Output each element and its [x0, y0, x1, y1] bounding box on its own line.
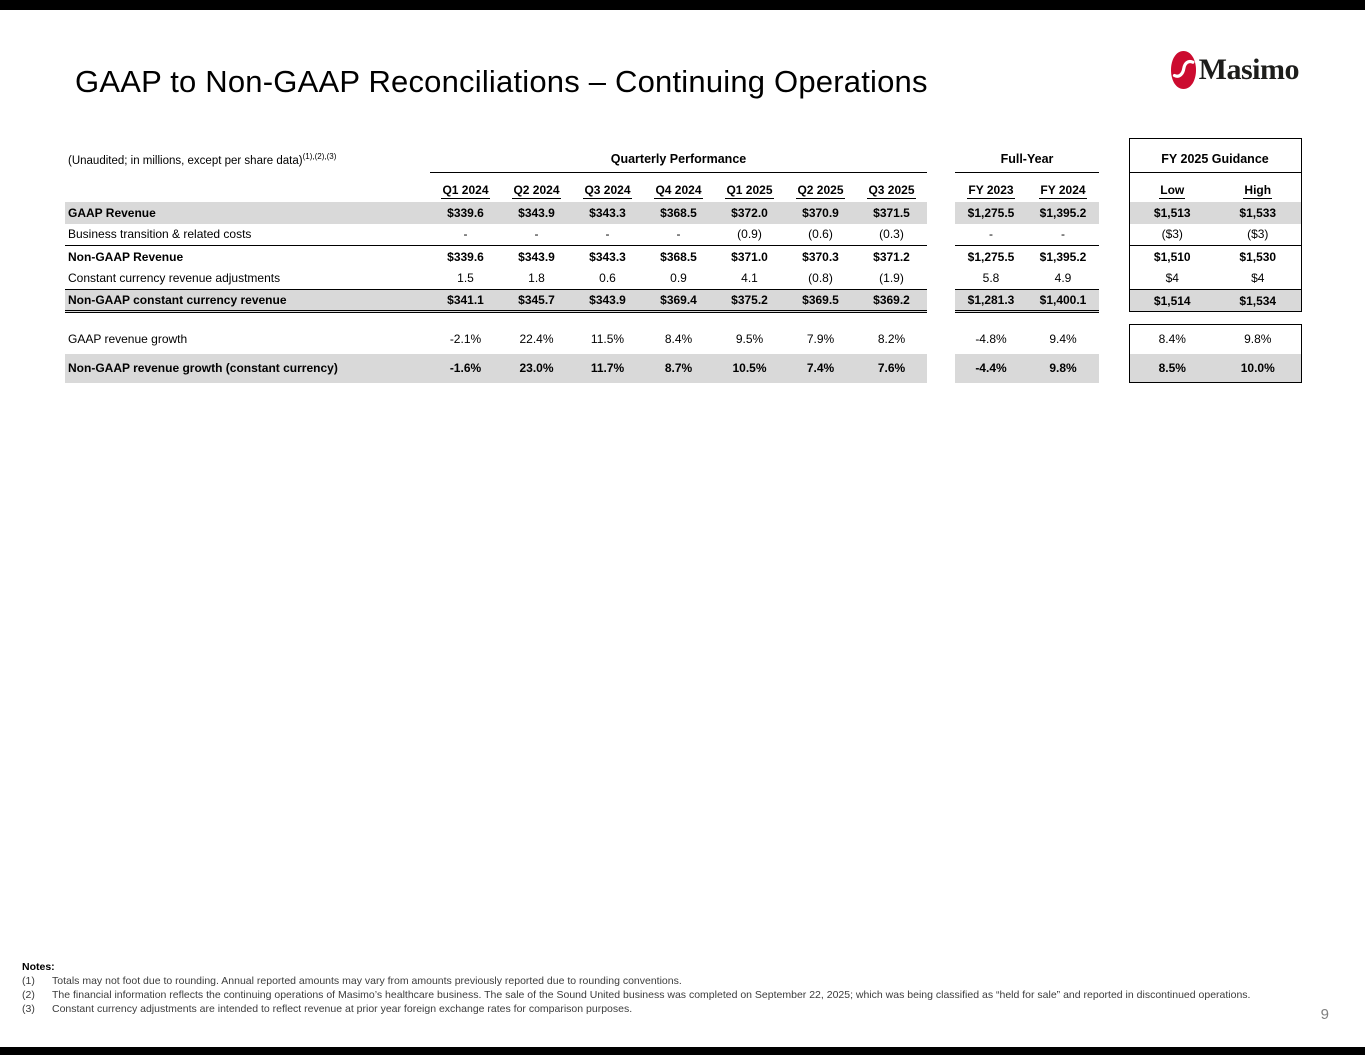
table-cell: $371.2: [873, 249, 910, 264]
table-cell: $368.5: [643, 202, 714, 224]
table-cell: -: [430, 224, 501, 246]
unaudited-note: [65, 139, 430, 173]
spacer: [927, 354, 955, 383]
row-label: GAAP revenue growth: [68, 332, 188, 346]
column-header-label: Q4 2024: [655, 182, 702, 197]
spacer-row: [65, 312, 1301, 325]
table-cell: -: [955, 224, 1027, 246]
table-cell: 10.0%: [1215, 354, 1301, 383]
column-header-label: FY 2023: [968, 182, 1014, 197]
table-cell: 7.9%: [806, 332, 835, 346]
table-cell: 4.1: [714, 268, 785, 290]
column-header: [785, 173, 856, 202]
table-cell: $371.5: [856, 202, 927, 224]
table-cell: 11.7%: [572, 354, 643, 383]
table-cell: 8.4%: [664, 332, 693, 346]
spacer: [927, 202, 955, 224]
table-cell: 8.5%: [1129, 354, 1215, 383]
table-cell: 10.5%: [714, 354, 785, 383]
spacer: [927, 268, 955, 290]
table-cell: -4.8%: [975, 332, 1007, 346]
column-header-label: FY 2024: [1040, 182, 1086, 197]
page-title: GAAP to Non-GAAP Reconciliations – Continuing Operations: [75, 64, 928, 99]
spacer: [1099, 325, 1129, 354]
column-header: [955, 173, 1027, 202]
bottom-border-bar: [0, 1047, 1365, 1055]
table-cell: $372.0: [714, 202, 785, 224]
table-cell: 23.0%: [501, 354, 572, 383]
top-border-bar: [0, 0, 1365, 10]
table-cell: $1,530: [1215, 246, 1301, 268]
table-cell: -: [572, 224, 643, 246]
table-cell: 4.9: [1027, 268, 1099, 290]
footnote: [22, 1002, 1328, 1016]
table-cell: -: [1027, 224, 1099, 246]
spacer: [927, 325, 955, 354]
table-cell: $1,510: [1129, 246, 1215, 268]
spacer: [1099, 268, 1129, 290]
table-row: [65, 246, 1301, 268]
footnotes-title: Notes:: [22, 961, 55, 973]
table-cell: 9.5%: [735, 332, 764, 346]
table-cell: $1,275.5: [967, 249, 1015, 264]
footnote: [22, 988, 1328, 1002]
table-cell: $371.0: [731, 249, 768, 264]
spacer: [927, 224, 955, 246]
table-cell: $368.5: [660, 249, 697, 264]
table-cell: 9.8%: [1027, 354, 1099, 383]
column-header-label: Q3 2025: [868, 182, 915, 197]
empty-cell: [65, 173, 430, 202]
footnote-number: (2): [22, 989, 35, 1001]
row-label: Non-GAAP constant currency revenue: [65, 290, 430, 312]
table-cell: $375.2: [714, 290, 785, 312]
table-cell: $1,275.5: [955, 202, 1027, 224]
column-header: [1129, 173, 1215, 202]
spacer: [927, 173, 955, 202]
group-header-quarterly: Quarterly Performance: [430, 139, 927, 173]
spacer: [1099, 290, 1129, 312]
table-row: [65, 202, 1301, 224]
page-number: 9: [1320, 1006, 1329, 1023]
table-cell: 22.4%: [519, 332, 554, 346]
spacer: [1099, 202, 1129, 224]
unaudited-note-text: (Unaudited; in millions, except per share data): [68, 154, 303, 167]
spacer: [1099, 224, 1129, 246]
spacer: [1099, 139, 1129, 173]
table-cell: -4.4%: [955, 354, 1027, 383]
table-cell: $343.9: [572, 290, 643, 312]
table-cell: $1,395.2: [1027, 202, 1099, 224]
table-cell: $1,534: [1215, 290, 1301, 312]
footnote-text: Constant currency adjustments are intended to reflect revenue at prior year foreign exchange rates for comparison purposes.: [52, 1003, 633, 1015]
table-cell: 0.6: [572, 268, 643, 290]
footnote-text: The financial information reflects the continuing operations of Masimo’s healthcare business. The sale of the Sound United business was completed on September 22, 2025; which was being classified as “held for sale” and reported in discontinued operations.: [52, 989, 1251, 1001]
column-header: [856, 173, 927, 202]
table-cell: 5.8: [955, 268, 1027, 290]
table-cell: $1,533: [1215, 202, 1301, 224]
table-row: [65, 325, 1301, 354]
table-cell: 0.9: [643, 268, 714, 290]
table-cell: $1,395.2: [1039, 249, 1087, 264]
table-cell: 8.2%: [877, 332, 906, 346]
spacer: [927, 139, 955, 173]
footnote-text: Totals may not foot due to rounding. Annual reported amounts may vary from amounts previously reported due to rounding conventions.: [52, 975, 682, 987]
table-cell: $1,281.3: [955, 290, 1027, 312]
table-cell: $339.6: [447, 249, 484, 264]
table-cell: -: [501, 224, 572, 246]
column-header-label: Q1 2024: [442, 182, 489, 197]
column-header: [501, 173, 572, 202]
row-label: Business transition & related costs: [65, 224, 430, 246]
table-cell: $341.1: [430, 290, 501, 312]
column-header-label: Q3 2024: [584, 182, 631, 197]
row-label: Non-GAAP Revenue: [68, 249, 184, 264]
table-cell: 7.4%: [785, 354, 856, 383]
table-cell: 8.7%: [643, 354, 714, 383]
spacer: [927, 290, 955, 312]
footnote-number: (3): [22, 1003, 35, 1015]
column-header: [714, 173, 785, 202]
table-cell: (1.9): [856, 268, 927, 290]
column-header-row: [65, 173, 1301, 202]
table-cell: $369.5: [785, 290, 856, 312]
column-header: [572, 173, 643, 202]
spacer: [1099, 246, 1129, 268]
masimo-logo: [1170, 50, 1299, 90]
column-header-label: High: [1244, 182, 1272, 197]
table-cell: $4: [1129, 268, 1215, 290]
footnotes: [22, 960, 1328, 1016]
row-label: GAAP Revenue: [65, 202, 430, 224]
table-cell: (0.9): [714, 224, 785, 246]
table-cell: ($3): [1215, 224, 1301, 246]
column-header: [430, 173, 501, 202]
table-cell: ($3): [1129, 224, 1215, 246]
table-cell: $339.6: [430, 202, 501, 224]
column-header: [1215, 173, 1301, 202]
note-references: (1),(2),(3): [302, 151, 337, 161]
spacer: [1099, 354, 1129, 383]
column-header-label: Q1 2025: [726, 182, 773, 197]
table-cell: $370.9: [785, 202, 856, 224]
table-cell: $370.3: [802, 249, 839, 264]
column-header: [1027, 173, 1099, 202]
spacer: [1099, 173, 1129, 202]
table-row: [65, 268, 1301, 290]
table-cell: -: [643, 224, 714, 246]
column-header: [643, 173, 714, 202]
row-label: Non-GAAP revenue growth (constant currency): [65, 354, 430, 383]
table-cell: $343.3: [572, 202, 643, 224]
table-cell: -2.1%: [449, 332, 482, 346]
spacer: [927, 246, 955, 268]
group-header-full-year: Full-Year: [955, 139, 1099, 173]
group-header-row: [65, 139, 1301, 173]
table-cell: 1.8: [501, 268, 572, 290]
footnote-number: (1): [22, 975, 35, 987]
column-header-label: Q2 2024: [513, 182, 560, 197]
masimo-logo-icon: [1170, 50, 1197, 90]
table-cell: (0.8): [785, 268, 856, 290]
table-cell: $343.3: [589, 249, 626, 264]
spacer: [65, 312, 1301, 325]
table-cell: 11.5%: [590, 332, 625, 346]
table-cell: 8.4%: [1129, 325, 1215, 354]
table-row: [65, 354, 1301, 383]
table-row: [65, 290, 1301, 312]
table-cell: $369.2: [856, 290, 927, 312]
table-cell: (0.3): [856, 224, 927, 246]
group-header-guidance: FY 2025 Guidance: [1129, 139, 1301, 173]
table-cell: $4: [1215, 268, 1301, 290]
table-cell: (0.6): [785, 224, 856, 246]
column-header-label: Q2 2025: [797, 182, 844, 197]
table-cell: $369.4: [643, 290, 714, 312]
row-label: Constant currency revenue adjustments: [65, 268, 430, 290]
reconciliation-table: [65, 138, 1302, 383]
footnote: [22, 974, 1328, 988]
column-header-label: Low: [1160, 182, 1185, 197]
masimo-logo-text: Masimo: [1198, 53, 1299, 86]
table-cell: 9.8%: [1215, 325, 1301, 354]
table-cell: $343.9: [501, 202, 572, 224]
table-cell: -1.6%: [430, 354, 501, 383]
table-cell: $343.9: [518, 249, 555, 264]
table-cell: 1.5: [430, 268, 501, 290]
table-cell: 9.4%: [1049, 332, 1077, 346]
table-cell: $1,514: [1129, 290, 1215, 312]
table-cell: 7.6%: [856, 354, 927, 383]
table-cell: $345.7: [501, 290, 572, 312]
table-row: [65, 224, 1301, 246]
table-cell: $1,513: [1129, 202, 1215, 224]
table-cell: $1,400.1: [1027, 290, 1099, 312]
